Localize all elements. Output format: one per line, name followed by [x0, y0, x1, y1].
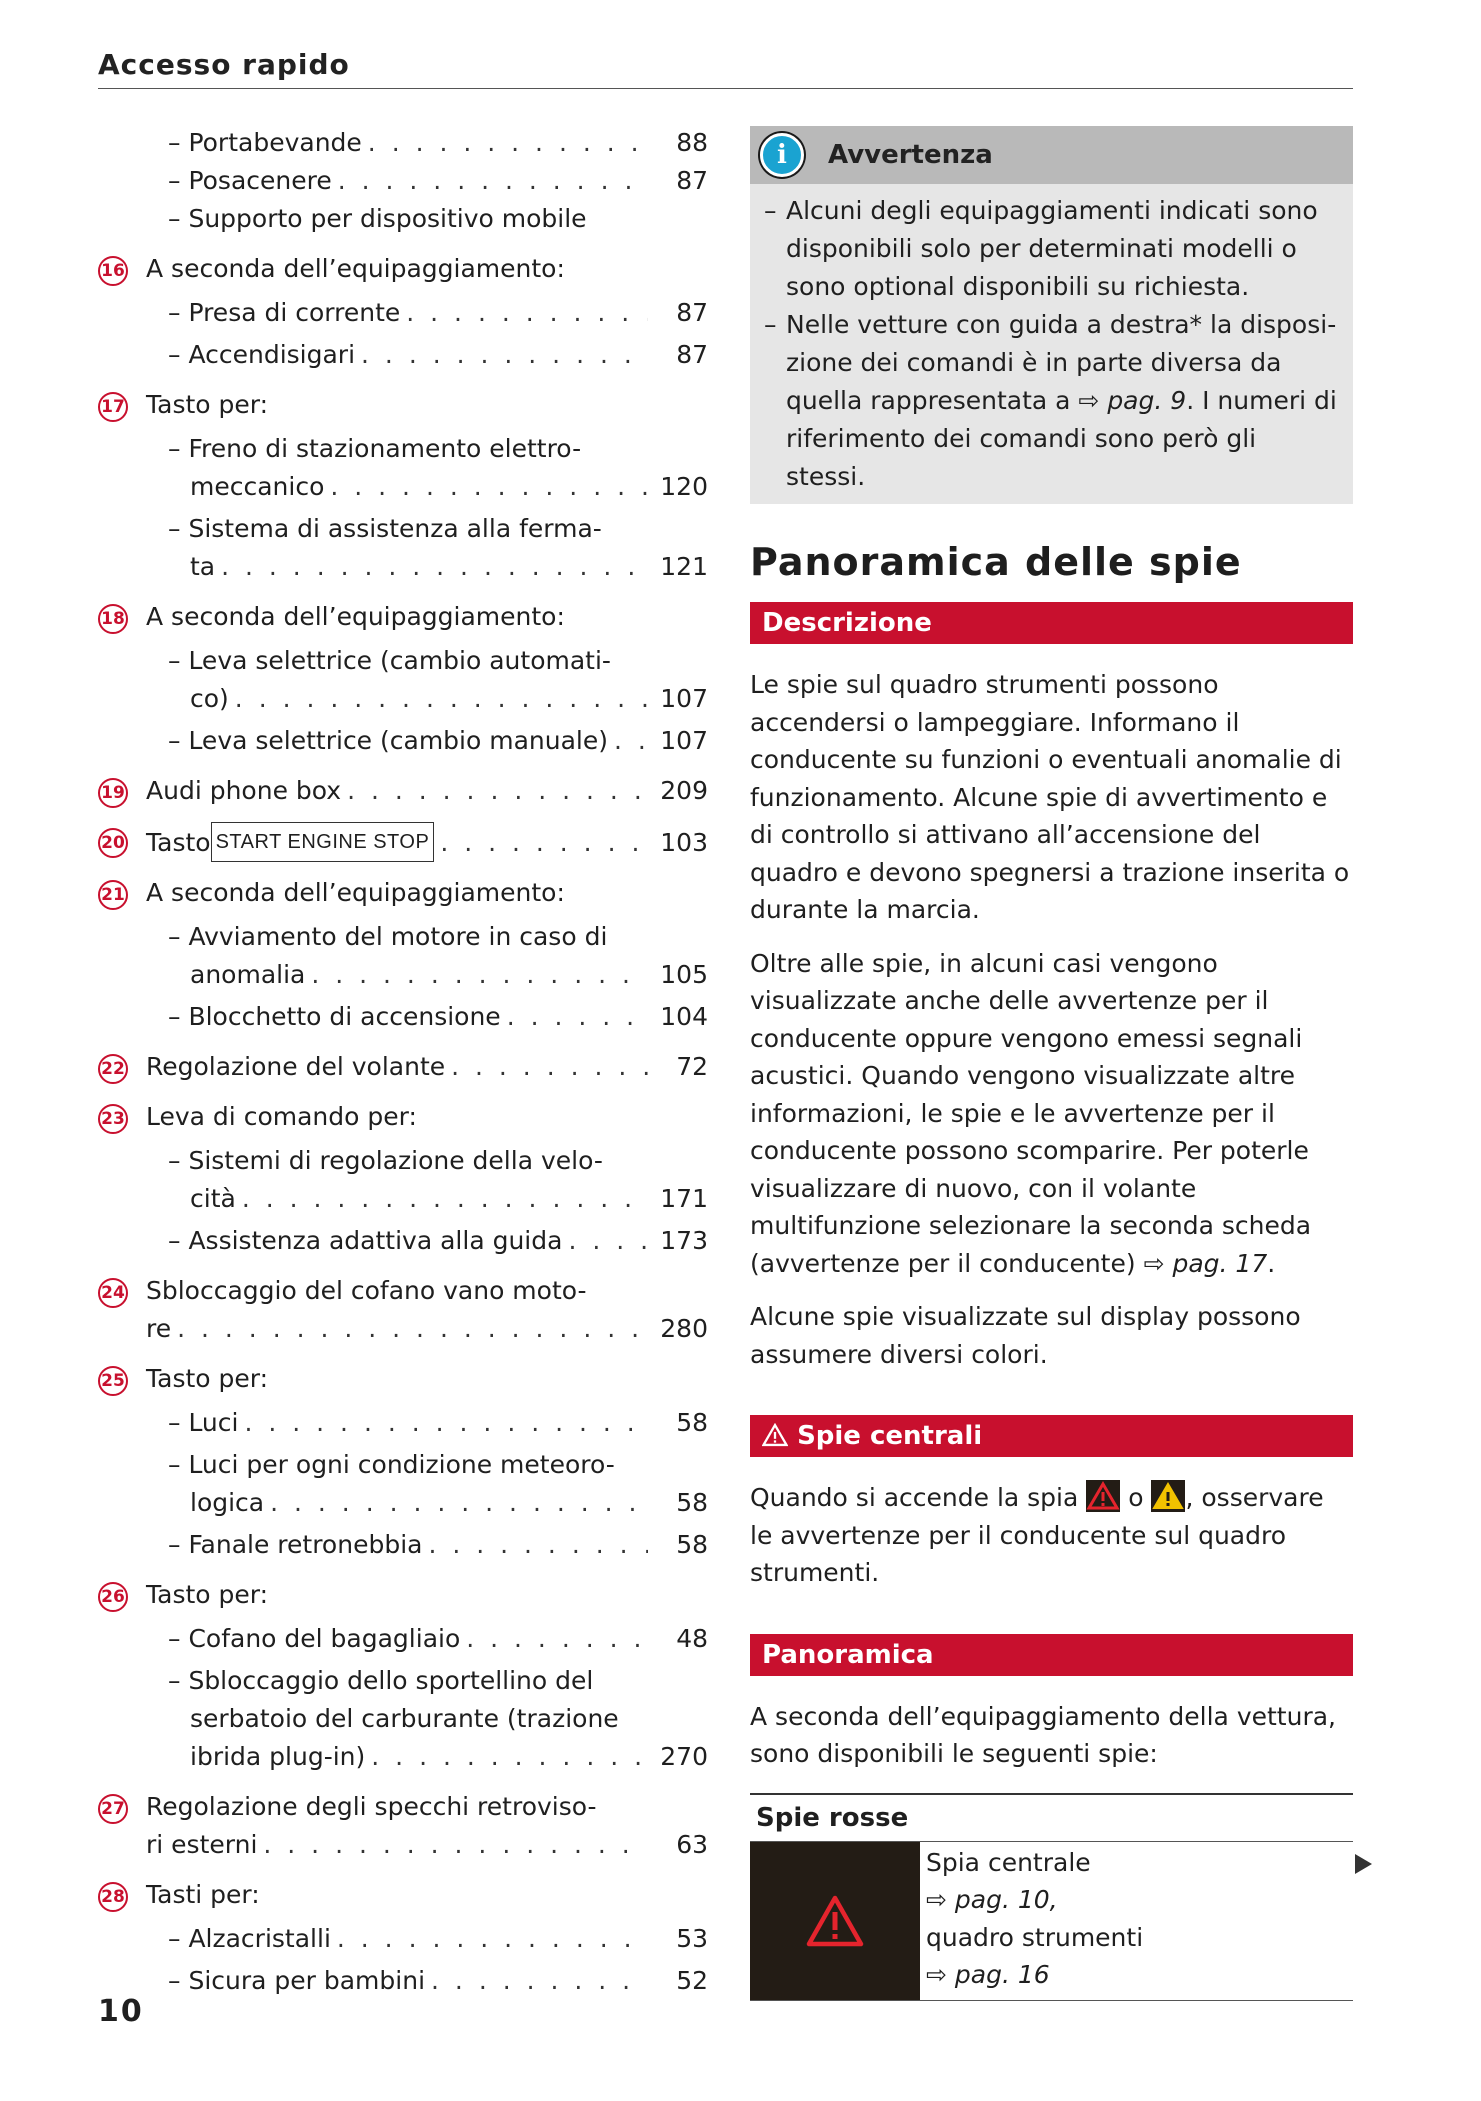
header-title: Accesso rapido — [98, 48, 350, 81]
index-entry — [98, 1876, 708, 2000]
page-reference-link[interactable]: ⇨ pag. 16 — [926, 1960, 1050, 1989]
index-line: ta . . . 121 — [168, 548, 708, 586]
paragraph: A seconda dell’equipaggiamento della vettura, sono disponibili le seguenti spie: — [750, 1701, 1336, 1768]
descrizione-bar: Descrizione — [750, 602, 1353, 644]
spie-centrali-bar: Spie centrali — [750, 1415, 1353, 1457]
index-line: co) . . . 107 — [168, 680, 708, 718]
lamp-table — [750, 1793, 1353, 2001]
notice-box — [750, 126, 1353, 504]
callout-number-badge: 20 — [98, 828, 128, 858]
index-line: – Assistenza adattiva alla guida . . . 173 — [168, 1222, 708, 1260]
index-line: – Accendisigari . . . 87 — [168, 336, 708, 374]
index-entry — [98, 874, 708, 1036]
entry-title: A seconda dell’equipaggiamento: — [146, 254, 565, 283]
index-line: cità . . . 171 — [168, 1180, 708, 1218]
index-entry — [98, 1272, 708, 1348]
start-engine-stop-key: START ENGINE STOP — [211, 822, 435, 862]
entry-subitems — [98, 1142, 708, 1260]
subitem — [168, 1222, 708, 1260]
lamp-cell — [750, 1842, 920, 2000]
table-row — [750, 1842, 1353, 2001]
entry-title: A seconda dell’equipaggiamento: — [146, 602, 565, 631]
entry-title: Tasto per: — [146, 1364, 269, 1393]
subitem — [168, 336, 708, 374]
notice-header — [750, 126, 1353, 184]
index-line: re . . . 280 — [98, 1310, 708, 1348]
paragraph: Quando si accende la spia o , osservare le avvertenze per il conducente sul quadro strumenti. — [750, 1479, 1353, 1592]
index-prelude — [98, 124, 708, 238]
entry-subitems — [98, 918, 708, 1036]
index-line: – Fanale retronebbia . . . 58 — [168, 1526, 708, 1564]
index-line: – Portabevande . . . 88 — [168, 124, 708, 162]
index-line: – Sicura per bambini . . . 52 — [168, 1962, 708, 2000]
index-line: ibrida plug-in) . . . 270 — [168, 1738, 708, 1776]
index-line: – Supporto per dispositivo mobile — [168, 204, 587, 233]
index-line: – Posacenere . . . 87 — [168, 162, 708, 200]
entry-title: Sbloccaggio del cofano vano moto- — [146, 1276, 587, 1305]
entry-subitems — [98, 1404, 708, 1564]
subitem — [168, 1404, 708, 1442]
index-entry — [98, 598, 708, 760]
subitem — [168, 722, 708, 760]
red-warning-lamp-icon — [1086, 1480, 1120, 1512]
callout-number-badge: 16 — [98, 256, 128, 286]
index-line: anomalia . . . 105 — [168, 956, 708, 994]
callout-number-badge: 21 — [98, 880, 128, 910]
paragraph: Le spie sul quadro strumenti possono accendersi o lampeggiare. Informano il conducente su funzioni o eventuali anomalie di funzionamento. Alcune spie di avvertimento e di controllo si attivano all’accensione del quadro e devono spegnersi a trazione inserita o durante la marcia. — [750, 670, 1350, 924]
callout-number-badge: 18 — [98, 604, 128, 634]
index-entry — [98, 386, 708, 586]
index-line: – Luci . . . 58 — [168, 1404, 708, 1442]
index-entry — [98, 250, 708, 374]
entry-title: Tasti per: — [146, 1880, 260, 1909]
index-entry — [98, 1576, 708, 1776]
panoramica-bar: Panoramica — [750, 1634, 1353, 1676]
entry-subitems — [98, 430, 708, 586]
page-reference-link[interactable]: ⇨ pag. 17 — [1143, 1248, 1268, 1278]
entry-subitems — [98, 1620, 708, 1776]
entry-subitems — [98, 1920, 708, 2000]
index-line: – Leva selettrice (cambio manuale) . . . 107 — [168, 722, 708, 760]
yellow-warning-lamp-icon — [1151, 1480, 1185, 1512]
index-entry — [98, 1048, 708, 1086]
index-line: meccanico . . . 120 — [168, 468, 708, 506]
callout-number-badge: 27 — [98, 1794, 128, 1824]
index-line: Tasto START ENGINE STOP . . . 103 — [98, 822, 708, 862]
index-line: – Cofano del bagagliaio . . . 48 — [168, 1620, 708, 1658]
callout-number-badge: 22 — [98, 1054, 128, 1084]
callout-number-badge: 28 — [98, 1882, 128, 1912]
notice-item: – Alcuni degli equipaggiamenti indicati sono disponibili solo per determinati modelli o sono optional disponibili su richiesta. — [764, 196, 1318, 301]
subitem — [168, 1620, 708, 1658]
entry-title: Leva di comando per: — [146, 1102, 417, 1131]
index-line: – Alzacristalli . . . 53 — [168, 1920, 708, 1958]
entry-title: Tasto per: — [146, 390, 269, 419]
subitem: – Luci per ogni condizione meteoro- logica . . . 58 — [168, 1446, 708, 1522]
notice-item: – Nelle vetture con guida a destra* la disposizione dei comandi è in parte diversa da quella rappresentata a ⇨ pag. 9. I numeri di riferimento dei comandi sono però gli stessi. — [764, 310, 1337, 491]
notice-title: Avvertenza — [828, 140, 993, 170]
page-header — [98, 48, 1353, 89]
callout-number-badge: 19 — [98, 778, 128, 808]
index-entry — [98, 772, 708, 810]
index-line: – Presa di corrente . . . 87 — [168, 294, 708, 332]
subitem: – Leva selettrice (cambio automati- co) . . . 107 — [168, 642, 708, 718]
callout-number-badge: 24 — [98, 1278, 128, 1308]
callout-number-badge: 23 — [98, 1104, 128, 1134]
page-number: 10 — [98, 1994, 144, 2029]
callout-number-badge: 25 — [98, 1366, 128, 1396]
subitem — [168, 1920, 708, 1958]
continue-arrow-icon — [1355, 1854, 1372, 1874]
index-line: logica . . . 58 — [168, 1484, 708, 1522]
entry-subitems — [98, 642, 708, 760]
subitem — [168, 998, 708, 1036]
index-line: – Blocchetto di accensione . . . 104 — [168, 998, 708, 1036]
index-line: Regolazione del volante . . . 72 — [98, 1048, 708, 1086]
notice-body — [750, 184, 1353, 504]
subitem — [168, 1962, 708, 2000]
info-icon: i — [760, 133, 804, 177]
paragraph: Oltre alle spie, in alcuni casi vengono visualizzate anche delle avvertenze per il conducente oppure vengono emessi segnali acustici. Quando vengono visualizzate altre informazioni, le spie e le avvertenze per il conducente possono scomparire. Per poterle visualizzare di nuovo, con il volante multifunzione selezionare la seconda scheda (avvertenze per il conducente) ⇨ pag. 17. — [750, 948, 1312, 1278]
callout-number-badge: 17 — [98, 392, 128, 422]
subitem: – Sistema di assistenza alla ferma- ta . . . 121 — [168, 510, 708, 586]
index-line: ri esterni . . . 63 — [98, 1826, 708, 1864]
entry-subitems — [98, 294, 708, 374]
right-column — [750, 126, 1353, 2001]
lamp-description: Spia centrale ⇨ pag. 10, quadro strumenti ⇨ pag. 16 — [920, 1842, 1353, 2000]
callout-number-badge: 26 — [98, 1582, 128, 1612]
page-reference-link[interactable]: ⇨ pag. 9 — [1078, 386, 1187, 415]
subitem — [168, 294, 708, 332]
page-reference-link[interactable]: ⇨ pag. 10, — [926, 1885, 1058, 1914]
entry-title: Tasto per: — [146, 1580, 269, 1609]
entry-title: A seconda dell’equipaggiamento: — [146, 878, 565, 907]
section-title: Panoramica delle spie — [750, 540, 1242, 584]
central-warning-lamp-icon — [805, 1894, 865, 1948]
index-entry — [98, 1360, 708, 1564]
index-entry — [98, 822, 708, 862]
index-line: Audi phone box . . . 209 — [98, 772, 708, 810]
index-list — [98, 124, 708, 2012]
index-entry — [98, 1098, 708, 1260]
warning-triangle-icon — [762, 1423, 788, 1447]
subitem — [168, 1526, 708, 1564]
subitem: – Sistemi di regolazione della velo- cità . . . 171 — [168, 1142, 708, 1218]
paragraph: Alcune spie visualizzate sul display possono assumere diversi colori. — [750, 1302, 1301, 1369]
table-header: Spie rosse — [750, 1795, 1353, 1842]
index-entry — [98, 1788, 708, 1864]
subitem: – Avviamento del motore in caso di anomalia . . . 105 — [168, 918, 708, 994]
subitem: – Freno di stazionamento elettro- meccanico . . . 120 — [168, 430, 708, 506]
subitem: – Sbloccaggio dello sportellino del serbatoio del carburante (trazione ibrida plug-in) . . . 270 — [168, 1662, 708, 1776]
entry-title: Regolazione degli specchi retroviso- — [146, 1792, 597, 1821]
